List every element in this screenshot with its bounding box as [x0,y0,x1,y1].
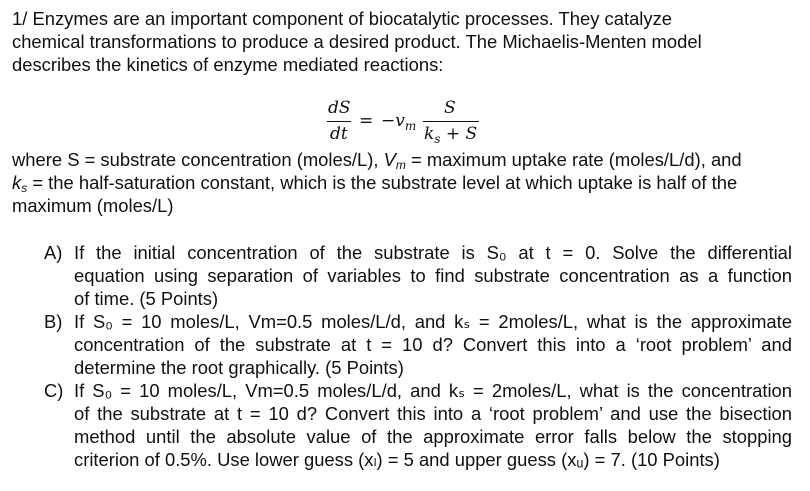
equation-minus-vm [381,111,416,133]
intro-line-1: 1/ Enzymes are an important component of biocatalytic processes. They catalyze [12,8,673,29]
question-a-line-1-text: If the initial concentration of the substrate is S₀ at t = 0. Solve the differential [74,242,792,263]
question-c-line-2 [74,403,792,425]
question-b-line-3: determine the root graphically. (5 Points) [74,357,404,378]
where-line-2-text: = the half-saturation constant, which is the substrate level at which uptake is half of the [27,172,738,193]
question-a-line-2 [74,265,792,287]
question-a-line-1 [74,242,792,264]
question-c-line-1 [74,380,792,402]
question-b-line-1 [74,311,792,333]
question-b-line-1-text: If S₀ = 10 moles/L, Vm=0.5 moles/L/d, and kₛ = 2moles/L, what is the approximate [74,311,792,332]
question-a-line-2-text: equation using separation of variables to find substrate concentration as a function [74,265,792,286]
equation-rhs-numerator: S [444,98,456,118]
where-ks-symbol: k [12,172,22,193]
question-b-line-2-text: concentration of the substrate at t = 10 d? Convert this into a ‘root problem’ and [74,334,792,355]
question-b-label: B) [44,311,63,332]
question-a-line-3: of time. (5 Points) [74,288,219,309]
equation-lhs-fraction-bar [327,121,351,122]
equation-rhs-fraction-bar [423,121,479,122]
equation-rhs-k: k [424,124,435,144]
where-line-1-part-b: = maximum uptake rate (moles/L/d), and [405,149,742,170]
equation-minus-v: −v [381,111,405,131]
equation-rhs-denominator [424,124,477,146]
question-c-line-2-text: of the substrate at t = 10 d? Convert this into a ‘root problem’ and use the bisection [74,403,792,424]
question-c-label: C) [44,380,64,401]
where-vm-symbol: V [383,149,396,170]
where-vm-subscript: m [395,158,406,172]
equation-lhs-denominator: dt [330,124,348,144]
equation-rhs-k-subscript: s [434,132,441,146]
where-ks-subscript: s [21,181,28,195]
question-c-line-3 [74,426,792,448]
question-a-label: A) [44,242,63,263]
equation-equals: = [359,111,374,131]
equation-lhs-numerator: dS [328,98,351,118]
intro-line-3: describes the kinetics of enzyme mediated reactions: [12,54,444,75]
question-c-line-4: criterion of 0.5%. Use lower guess (xₗ) = 5 and upper guess (xᵤ) = 7. (10 Points) [74,449,720,470]
where-line-3: maximum (moles/L) [12,195,174,216]
equation-vm-subscript: m [404,119,417,133]
question-b-line-2 [74,334,792,356]
question-c-line-1-text: If S₀ = 10 moles/L, Vm=0.5 moles/L/d, and kₛ = 2moles/L, what is the concentration [74,380,792,401]
equation-rhs-plus-s: + S [440,124,478,144]
where-line-1-part-a: where S = substrate concentration (moles/L), [12,149,384,170]
question-c-line-3-text: method until the absolute value of the approximate error falls below the stopping [74,426,792,447]
intro-line-2: chemical transformations to produce a desired product. The Michaelis-Menten model [12,31,702,52]
